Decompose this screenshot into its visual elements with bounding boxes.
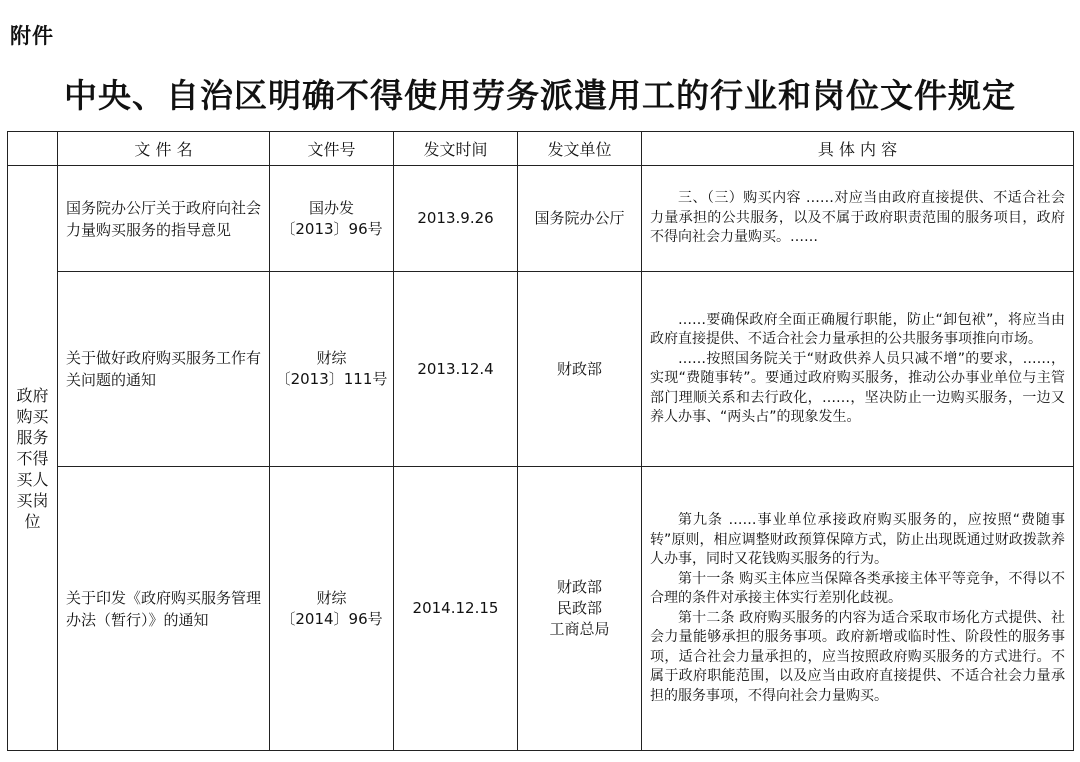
content-paragraph: 第九条 ……事业单位承接政府购买服务的，应按照“费随事转”原则，相应调整财政预算保障方式，防止出现既通过财政拨款养人办事，同时又花钱购买服务的行为。 (650, 512, 1065, 567)
issuing-unit-cell (518, 166, 642, 272)
header-issue-date: 发文时间 (394, 132, 518, 166)
header-category (8, 132, 58, 166)
content-paragraph: 第十一条 购买主体应当保障各类承接主体平等竞争，不得以不合理的条件对承接主体实行差别化歧视。 (650, 570, 1065, 606)
table-header-row (8, 132, 1074, 166)
header-issuing-unit: 发文单位 (518, 132, 642, 166)
file-number-prefix: 国办发 (308, 198, 354, 217)
content-paragraph: ……按照国务院关于“财政供养人员只减不增”的要求，……，实现“费随事转”。要通过政府购买服务，推动公办事业单位与主管部门理顺关系和去行政化，……，坚决防止一边购买服务，一边又养人办事、“两头占”的现象发生。 (650, 350, 1065, 425)
header-file-number: 文件号 (270, 132, 394, 166)
content-cell (642, 272, 1074, 467)
file-number-suffix: 〔2014〕96号 (280, 609, 383, 628)
file-name-cell: 关于印发《政府购买服务管理办法（暂行）》的通知 (58, 467, 270, 751)
issue-date-cell: 2014.12.15 (394, 467, 518, 751)
content-paragraph: 第十二条 政府购买服务的内容为适合采取市场化方式提供、社会力量能够承担的服务事项。政府新增或临时性、阶段性的服务事项，适合社会力量承担的，应当按照政府购买服务的方式进行。不属于政府职能范围，以及应当由政府直接提供、不适合社会力量承担的服务事项，不得向社会力量购买。 (650, 609, 1065, 704)
issuing-unit-cell (518, 467, 642, 751)
issue-date-cell: 2013.12.4 (394, 272, 518, 467)
document-title: 中央、自治区明确不得使用劳务派遣用工的行业和岗位文件规定 (64, 76, 1016, 115)
file-number-prefix: 财综 (316, 349, 347, 367)
table-row (8, 272, 1074, 467)
category-cell (8, 166, 58, 751)
file-number-suffix: 〔2013〕111号 (275, 370, 388, 388)
issuing-unit: 民政部 (556, 599, 602, 617)
header-file-name: 文 件 名 (58, 132, 270, 166)
attachment-label: 附件 (10, 24, 54, 48)
issuing-unit: 财政部 (556, 359, 602, 378)
content-paragraph: ……要确保政府全面正确履行职能，防止“卸包袱”，将应当由政府直接提供、不适合社会力量承担的公共服务事项推向市场。 (650, 311, 1065, 347)
table-row (8, 166, 1074, 272)
category-label: 政府购买服务不得买人买岗位 (16, 385, 49, 531)
file-number-cell (270, 166, 394, 272)
issuing-unit: 财政部 (556, 578, 602, 596)
issuing-unit: 工商总局 (549, 620, 610, 638)
issuing-unit: 国务院办公厅 (534, 209, 625, 227)
file-number-cell (270, 272, 394, 467)
file-number-cell (270, 467, 394, 751)
file-name-cell: 国务院办公厅关于政府向社会力量购买服务的指导意见 (58, 166, 270, 272)
content-paragraph: 三、（三）购买内容 ……对应当由政府直接提供、不适合社会力量承担的公共服务，以及不属于政府职责范围的服务项目，政府不得向社会力量购买。…… (650, 190, 1065, 246)
file-number-suffix: 〔2013〕96号 (280, 219, 383, 238)
content-cell (642, 166, 1074, 272)
regulation-table (7, 131, 1074, 751)
file-number-prefix: 财综 (316, 588, 347, 607)
table-row (8, 467, 1074, 751)
issuing-unit-cell (518, 272, 642, 467)
content-cell (642, 467, 1074, 751)
header-content: 具 体 内 容 (642, 132, 1074, 166)
file-name-cell: 关于做好政府购买服务工作有关问题的通知 (58, 272, 270, 467)
issue-date-cell: 2013.9.26 (394, 166, 518, 272)
